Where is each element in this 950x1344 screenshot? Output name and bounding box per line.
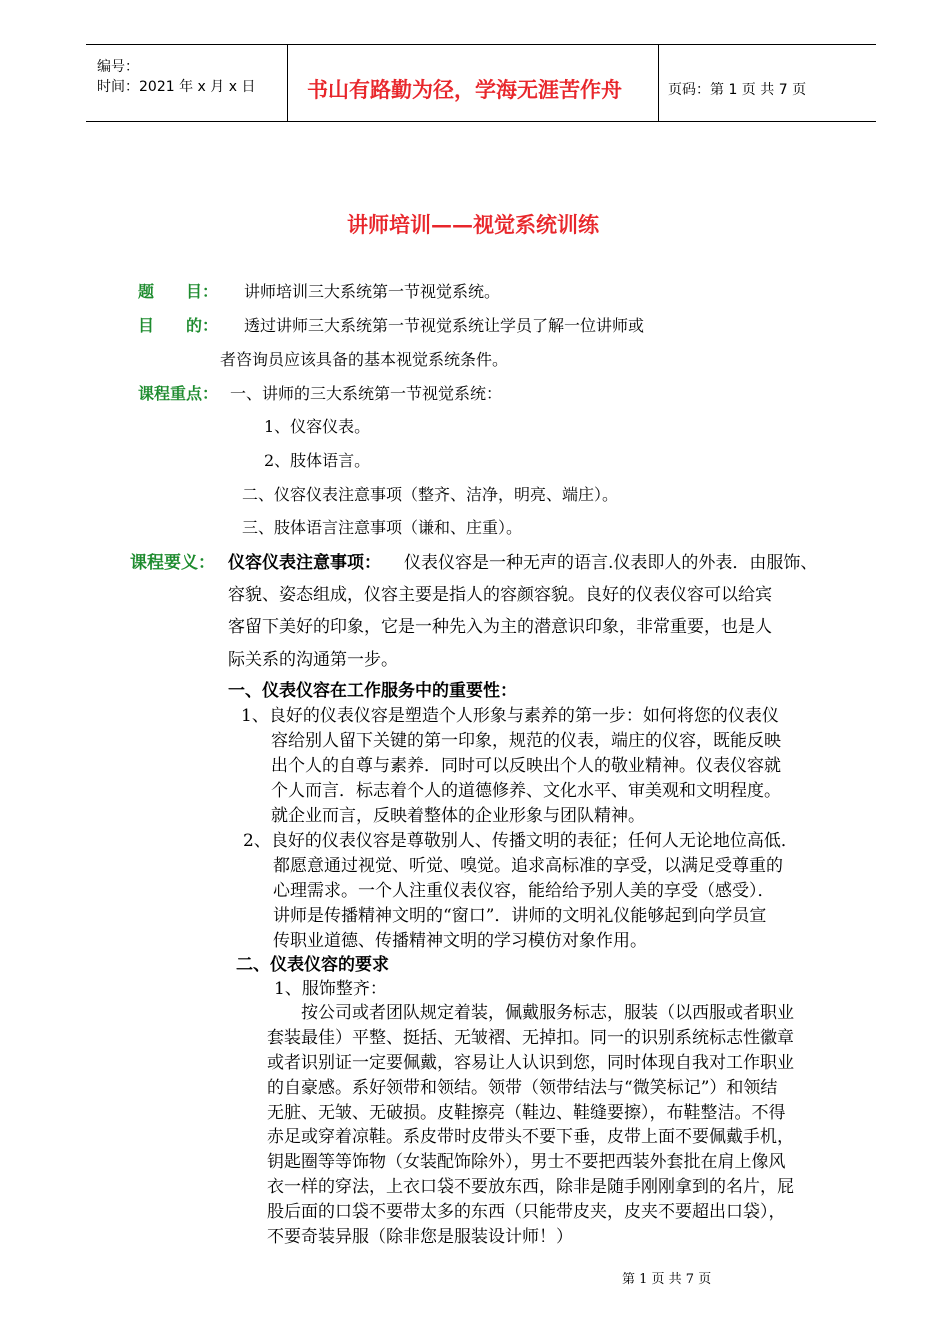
key-point-item: 一、讲师的三大系统第一节视觉系统： <box>230 384 503 403</box>
section2-line: 按公司或者团队规定着装，佩戴服务标志，服装（以西服或者职业 <box>301 1003 794 1023</box>
content-line: 客留下美好的印象，它是一种先入为主的潜意识印象，非常重要，也是人 <box>228 617 772 637</box>
section2-subheading: 1、服饰整齐： <box>274 979 387 999</box>
key-points-label: 课程重点： <box>138 384 219 403</box>
section1-heading: 一、仪表仪容在工作服务中的重要性： <box>228 681 517 701</box>
header-top-rule <box>86 44 876 45</box>
content-lead-text: 仪表仪容是一种无声的语言.仪表即人的外表．由服饰、 <box>404 553 818 573</box>
document-title: 讲师培训——视觉系统训练 <box>347 212 599 237</box>
key-point-item: 1、仪容仪表。 <box>264 417 371 436</box>
key-point-item: 2、肢体语言。 <box>264 451 371 470</box>
section1-item2-line: 传职业道德、传播精神文明的学习模仿对象作用。 <box>273 931 647 951</box>
section2-heading: 二、仪表仪容的要求 <box>236 955 389 975</box>
content-lead-heading: 仪容仪表注意事项： <box>228 553 381 573</box>
section1-item2-line: 都愿意通过视觉、听觉、嗅觉。追求高标准的享受，以满足受尊重的 <box>273 856 783 876</box>
section2-line: 衣一样的穿法，上衣口袋不要放东西，除非是随手刚刚拿到的名片，屁 <box>267 1177 794 1197</box>
section1-item1-line: 容给别人留下关键的第一印象，规范的仪表，端庄的仪容，既能反映 <box>271 731 781 751</box>
page-footer: 第 1 页 共 7 页 <box>622 1272 712 1287</box>
section2-line: 赤足或穿着凉鞋。系皮带时皮带头不要下垂，皮带上面不要佩戴手机， <box>267 1127 794 1147</box>
section1-item1-line: 个人而言．标志着个人的道德修养、文化水平、审美观和文明程度。 <box>271 781 781 801</box>
key-point-item: 三、肢体语言注意事项（谦和、庄重）。 <box>242 518 523 537</box>
content-label: 课程要义： <box>130 553 215 573</box>
purpose-line-2: 者咨询员应该具备的基本视觉系统条件。 <box>220 350 509 369</box>
header-divider-right <box>658 45 659 121</box>
topic-label: 题 目： <box>138 282 219 301</box>
section2-line: 无脏、无皱、无破损。皮鞋擦亮（鞋边、鞋缝要擦），布鞋整洁。不得 <box>267 1103 786 1123</box>
section2-line: 套装最佳）平整、挺括、无皱褶、无掉扣。同一的识别系统标志性徽章 <box>267 1028 794 1048</box>
key-point-item: 二、仪容仪表注意事项（整齐、洁净，明亮、端庄）。 <box>242 485 619 504</box>
content-line: 际关系的沟通第一步。 <box>228 650 398 670</box>
section2-line: 的自豪感。系好领带和领结。领带（领带结法与“微笑标记”）和领结 <box>267 1078 778 1098</box>
header-bottom-rule <box>86 121 876 122</box>
content-line: 容貌、姿态组成，仪容主要是指人的容颜容貌。良好的仪表仪容可以给宾 <box>228 585 772 605</box>
topic-text: 讲师培训三大系统第一节视觉系统。 <box>244 282 501 301</box>
date-label: 时间：2021 年 x 月 x 日 <box>97 79 256 95</box>
page-info: 页码：第 1 页 共 7 页 <box>668 82 807 98</box>
section1-item2-line: 讲师是传播精神文明的“窗口”．讲师的文明礼仪能够起到向学员宣 <box>273 906 767 926</box>
section1-item2-line: 2、良好的仪表仪容是尊敬别人、传播文明的表征；任何人无论地位高低． <box>243 831 798 851</box>
purpose-line-1: 透过讲师三大系统第一节视觉系统让学员了解一位讲师或 <box>244 316 645 335</box>
purpose-label: 目 的： <box>138 316 219 335</box>
section1-item1-line: 就企业而言，反映着整体的企业形象与团队精神。 <box>271 806 645 826</box>
serial-number-label: 编号： <box>97 59 139 75</box>
section2-line: 或者识别证一定要佩戴，容易让人认识到您，同时体现自我对工作职业 <box>267 1053 794 1073</box>
section1-item1-line: 出个人的自尊与素养．同时可以反映出个人的敬业精神。仪表仪容就 <box>271 756 781 776</box>
section1-item1-line: 1、良好的仪表仪容是塑造个人形象与素养的第一步：如何将您的仪表仪 <box>241 706 779 726</box>
header-divider-left <box>287 45 288 121</box>
header-motto: 书山有路勤为径，学海无涯苦作舟 <box>307 77 622 102</box>
section2-line: 股后面的口袋不要带太多的东西（只能带皮夹，皮夹不要超出口袋）， <box>267 1202 786 1222</box>
section2-line: 钥匙圈等等饰物（女装配饰除外），男士不要把西装外套批在肩上像风 <box>267 1152 786 1172</box>
section1-item2-line: 心理需求。一个人注重仪表仪容，能给给予别人美的享受（感受）． <box>273 881 775 901</box>
section2-line: 不要奇装异服（除非您是服装设计师！） <box>267 1227 573 1247</box>
